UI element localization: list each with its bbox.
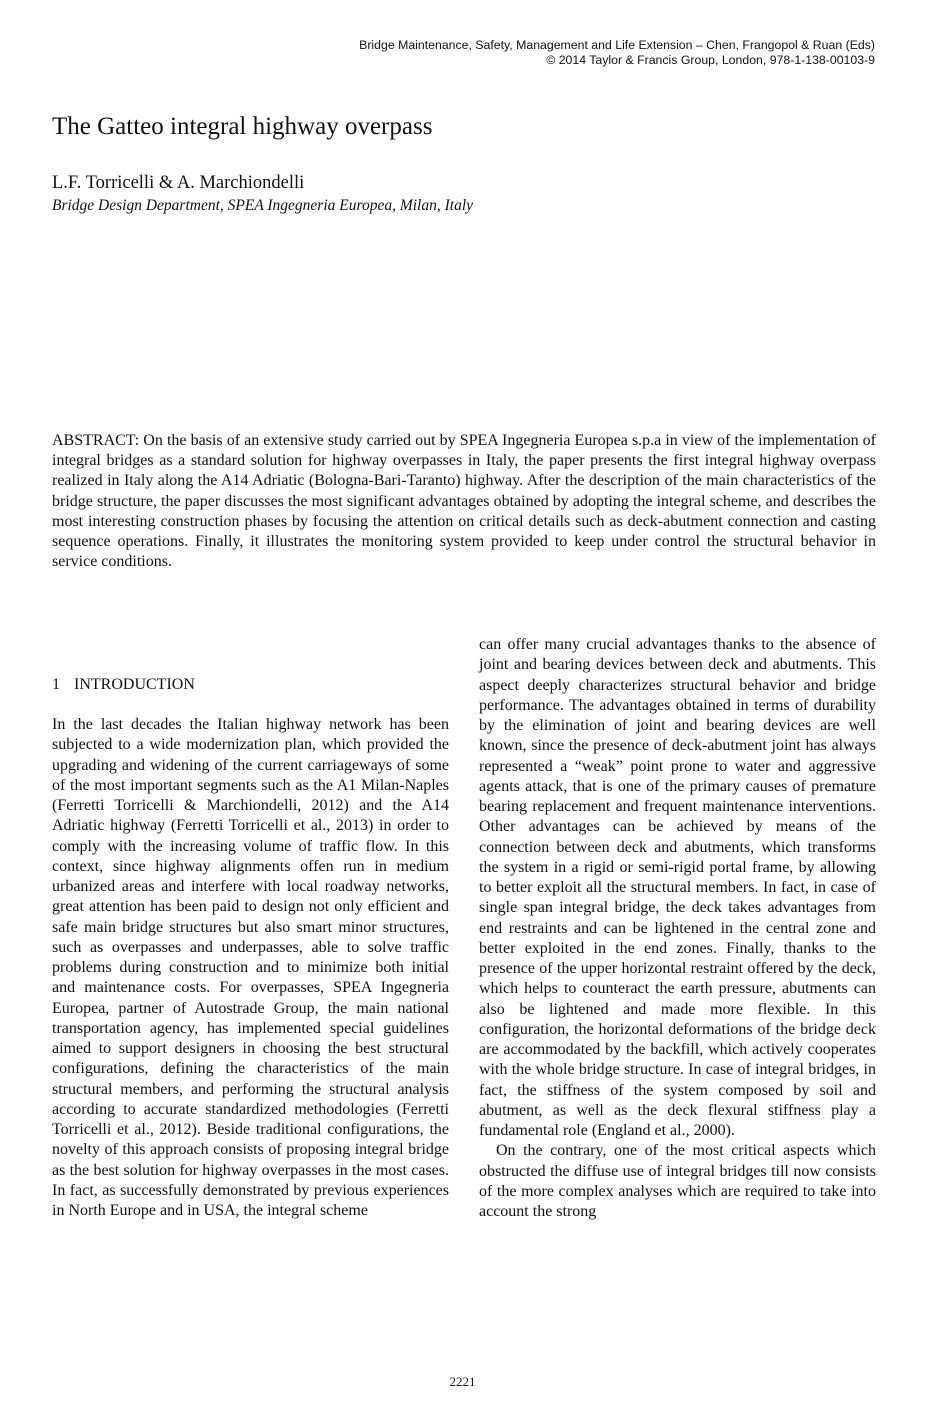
section-title: INTRODUCTION <box>74 676 195 693</box>
section-heading <box>52 675 449 695</box>
header-book-info: Bridge Maintenance, Safety, Management and Life Extension – Chen, Frangopol & Ruan (Eds) <box>359 38 875 52</box>
author-affiliation: Bridge Design Department, SPEA Ingegneria Europea, Milan, Italy <box>52 197 474 214</box>
intro-paragraph-1: In the last decades the Italian highway network has been subjected to a wide modernization plan, which provided the upgrading and widening of the current carriageways of some of the most important segments such as the A1 Milan-Naples (Ferretti Torricelli & Marchiondelli, 2012) and the A14 Adriatic highway (Ferretti Torricelli et al., 2013) in order to comply with the increasing volume of traffic flow. In this context, since highway alignments offen run in medium urbanized areas and interfere with local roadway networks, great attention has been paid to design not only efficient and safe main bridge structures but also smart minor structures, such as overpasses and underpasses, able to solve traffic problems during construction and to minimize both initial and maintenance costs. For overpasses, SPEA Ingegneria Europea, partner of Autostrade Group, the main national transportation agency, has implemented special guidelines aimed to support designers in choosing the best structural configurations, defining the characteristics of the main structural members, and performing the structural analysis according to accurate standardized methodologies (Ferretti Torricelli et al., 2012). Beside traditional configurations, the novelty of this approach consists of proposing integral bridge as the best solution for highway overpasses in the most cases. In fact, as successfully demonstrated by previous experiences in North Europe and in USA, the integral scheme <box>52 716 449 1219</box>
left-column <box>52 635 449 1221</box>
page-number: 2221 <box>449 1374 476 1389</box>
right-column <box>479 635 876 1222</box>
running-header <box>359 38 875 68</box>
intro-paragraph-3: On the contrary, one of the most critical aspects which obstructed the diffuse use of integral bridges till now consists of the more complex analyses which are required to take into account the strong <box>479 1142 876 1220</box>
paper-title: The Gatteo integral highway overpass <box>52 113 433 140</box>
section-number: 1 <box>52 676 60 693</box>
paper-authors: L.F. Torricelli & A. Marchiondelli <box>52 173 305 193</box>
abstract: ABSTRACT: On the basis of an extensive study carried out by SPEA Ingegneria Europea s.p.a in view of the implementation of integral bridges as a standard solution for highway overpasses in Italy, the paper presents the first integral highway overpass realized in Italy along the A14 Adriatic (Bologna-Bari-Taranto) highway. After the description of the main characteristics of the bridge structure, the paper discusses the most significant advantages obtained by adopting the integral scheme, and describes the most interesting construction phases by focusing the attention on critical details such as deck-abutment connection and casting sequence operations. Finally, it illustrates the monitoring system provided to keep under control the structural behavior in service conditions. <box>52 432 876 571</box>
intro-paragraph-2: can offer many crucial advantages thanks to the absence of joint and bearing devices between deck and abutments. This aspect deeply characterizes structural behavior and bridge performance. The advantages obtained in terms of durability by the elimination of joint and bearing devices are well known, since the presence of deck-abutment joint has always represented a “weak” point prone to water and aggressive agents attack, that is one of the primary causes of premature bearing replacement and frequent maintenance interventions. Other advantages can be achieved by means of the connection between deck and abutments, which transforms the system in a rigid or semi-rigid portal frame, by allowing to better exploit all the structural members. In fact, in case of single span integral bridge, the deck takes advantages from end restraints and can be lightened in the central zone and better exploited in the end zones. Finally, thanks to the presence of the upper horizontal restraint offered by the deck, which helps to counteract the earth pressure, abutments can also be lightened and made more flexible. In this configuration, the horizontal deformations of the bridge deck are accommodated by the backfill, which actively cooperates with the whole bridge structure. In case of integral bridges, in fact, the stiffness of the system composed by soil and abutment, as well as the deck flexural stiffness play a fundamental role (England et al., 2000). <box>479 636 876 1139</box>
header-copyright: © 2014 Taylor & Francis Group, London, 978-1-138-00103-9 <box>546 53 875 67</box>
